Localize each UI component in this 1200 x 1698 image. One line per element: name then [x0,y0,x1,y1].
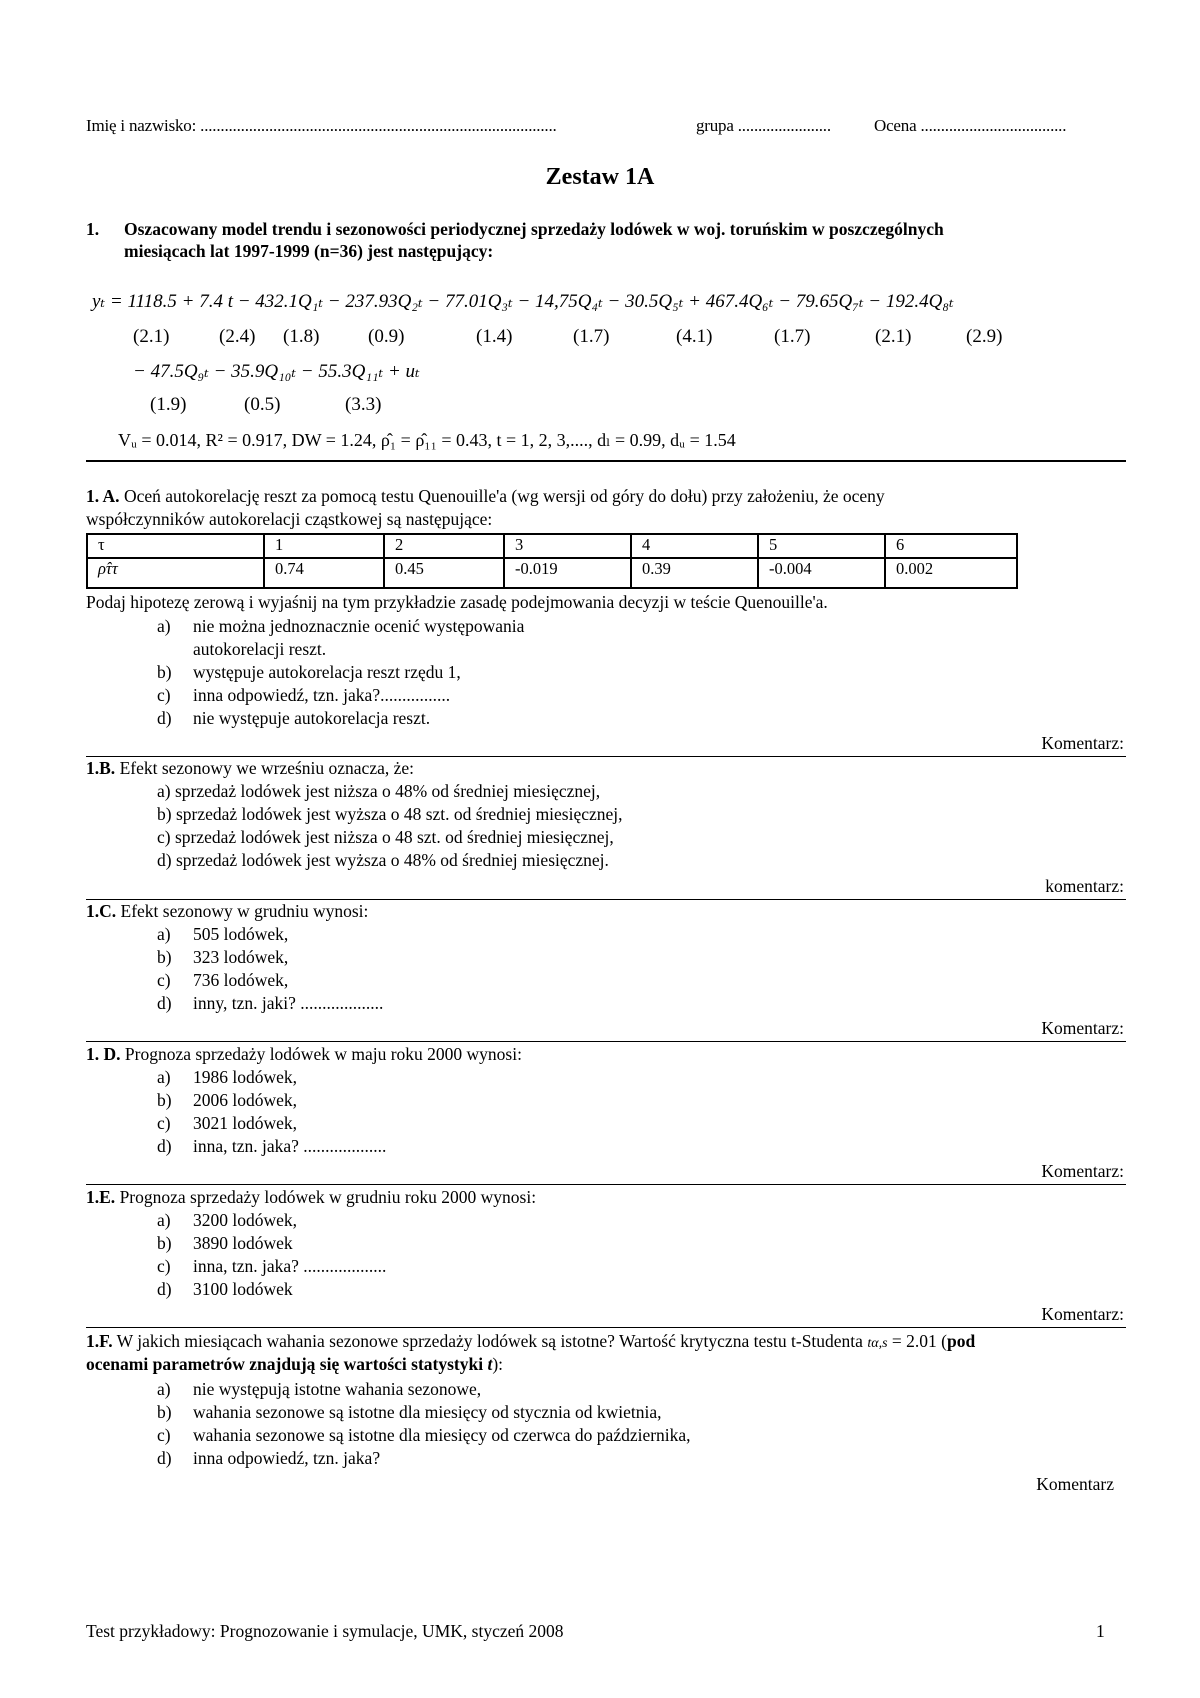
comment-label: Komentarz: [1041,1304,1124,1324]
question-label: 1.C. [86,901,117,921]
option-text: 505 lodówek, [193,924,289,944]
option-text: inna, tzn. jaka? ................... [193,1136,387,1156]
question-1f-line2 [86,1354,503,1375]
question-text-bold: ocenami parametrów znajdują się wartości statystyki [86,1354,488,1374]
section-divider [86,1327,1126,1328]
question-1d [86,1044,522,1065]
question-text: Prognoza sprzedaży lodówek w grudniu roku 2000 wynosi: [115,1187,537,1207]
option-text: występuje autokorelacja reszt rzędu 1, [193,662,461,682]
question-text: Efekt sezonowy w grudniu wynosi: [116,901,369,921]
question-text: Efekt sezonowy we wrześniu oznacza, że: [115,758,415,778]
comment-label: Komentarz: [1041,733,1124,753]
critical-value: = 2.01 ( [887,1331,947,1351]
question-text-bold: pod [946,1331,976,1351]
question-label: 1.B. [86,758,116,778]
table-cell: 0.002 [885,558,1017,588]
question-label: 1. A. [86,486,120,506]
option-letter: d) [157,1279,172,1299]
option-letter: b) [157,947,172,967]
comment-label: Komentarz: [1041,1018,1124,1038]
table-cell: -0.004 [758,558,885,588]
option-text: a) sprzedaż lodówek jest niższa o 48% od średniej miesięcznej, [157,781,601,801]
option-letter: a) [157,616,171,636]
option-text: wahania sezonowe są istotne dla miesięcy od czerwca do października, [193,1425,691,1445]
option-letter: b) [157,1090,172,1110]
name-field-label: Imię i nazwisko: ........................................................................................ [86,116,557,135]
page-title: Zestaw 1A [545,164,655,190]
option-text-continued: autokorelacji reszt. [193,639,327,659]
option-text: inny, tzn. jaki? ................... [193,993,384,1013]
standard-errors-line1 [0,326,1200,350]
question-1c [86,901,368,922]
option-letter: a) [157,1379,171,1399]
option-text: 736 lodówek, [193,970,289,990]
option-text: 2006 lodówek, [193,1090,298,1110]
autocorrelation-table [86,533,1018,589]
comment-label: Komentarz: [1041,1161,1124,1181]
model-statistics: Vᵤ = 0.014, R² = 0.917, DW = 1.24, ρ̂₁ = ρ̂₁₁ = 0.43, t = 1, 2, 3,...., dₗ = 0.99, dᵤ = 1.54 [118,430,736,450]
option-text: 3890 lodówek [193,1233,293,1253]
question-text-line1: Oszacowany model trendu i sezonowości periodycznej sprzedaży lodówek w woj. toruńskim w poszczególnych [124,219,944,239]
group-field-label: grupa ....................... [696,116,831,135]
se-value: (2.1) [875,326,912,347]
page-number: 1 [1096,1621,1105,1641]
option-text: inna odpowiedź, tzn. jaka?................ [193,685,451,705]
option-text: wahania sezonowe są istotne dla miesięcy od stycznia od kwietnia, [193,1402,662,1422]
se-value: (1.7) [774,326,811,347]
option-text: inna, tzn. jaka? ................... [193,1256,387,1276]
critical-value-symbol: tα,s [867,1336,888,1351]
option-letter: a) [157,924,171,944]
comment-label: komentarz: [1045,876,1124,896]
table-cell: -0.019 [504,558,631,588]
question-label: 1.E. [86,1187,116,1207]
question-label: 1.F. [86,1331,113,1351]
se-value: (1.7) [573,326,610,347]
option-text: 3021 lodówek, [193,1113,298,1133]
section-divider [86,756,1126,757]
comment-label: Komentarz [1036,1474,1114,1494]
option-text: nie można jednoznacznie ocenić występowania [193,616,525,636]
question-text: Prognoza sprzedaży lodówek w maju roku 2000 wynosi: [120,1044,522,1064]
se-value: (4.1) [676,326,713,347]
question-1a-instruction: Podaj hipotezę zerową i wyjaśnij na tym przykładzie zasadę podejmowania decyzji w teście Quenouille'a. [86,592,828,612]
model-equation-line1: yₜ = 1118.5 + 7.4 t − 432.1Q₁ₜ − 237.93Q₂ₜ − 77.01Q₃ₜ − 14,75Q₄ₜ − 30.5Q₅ₜ + 467.4Q₆ₜ − 79.65Q₇ₜ − 192.4Q₈ₜ [92,291,954,312]
option-text: nie występuje autokorelacja reszt. [193,708,431,728]
question-1f-line1 [86,1331,975,1352]
table-cell: 5 [758,534,885,558]
option-letter: b) [157,1402,172,1422]
section-divider [86,1184,1126,1185]
option-letter: d) [157,1448,172,1468]
option-letter: d) [157,1136,172,1156]
option-letter: c) [157,685,171,705]
question-1a-line2: współczynników autokorelacji cząstkowej są następujące: [86,509,493,529]
se-value: (1.9) [150,394,187,415]
option-letter: c) [157,1425,171,1445]
se-value: (2.4) [219,326,256,347]
section-divider [86,460,1126,462]
table-cell: 0.39 [631,558,758,588]
model-equation-line2: − 47.5Q₉ₜ − 35.9Q₁₀ₜ − 55.3Q₁₁ₜ + uₜ [133,361,420,382]
option-text: inna odpowiedź, tzn. jaka? [193,1448,381,1468]
standard-errors-line2 [0,394,1200,418]
option-letter: c) [157,1256,171,1276]
table-cell: 1 [264,534,384,558]
option-text: nie występują istotne wahania sezonowe, [193,1379,482,1399]
option-letter: a) [157,1067,171,1087]
question-text: Oceń autokorelację reszt za pomocą testu Quenouille'a (wg wersji od góry do dołu) przy założeniu, że oceny [119,486,885,506]
option-text: 323 lodówek, [193,947,289,967]
question-1a-line1 [86,486,885,507]
option-letter: c) [157,970,171,990]
option-text: 3100 lodówek [193,1279,293,1299]
option-letter: d) [157,993,172,1013]
option-letter: b) [157,1233,172,1253]
question-1b [86,758,414,779]
table-cell: 3 [504,534,631,558]
section-divider [86,899,1126,900]
se-value: (2.9) [966,326,1003,347]
option-text: 1986 lodówek, [193,1067,298,1087]
section-divider [86,1041,1126,1042]
option-letter: c) [157,1113,171,1133]
se-value: (0.5) [244,394,281,415]
table-cell: 6 [885,534,1017,558]
question-number: 1. [86,219,100,239]
question-text: ): [492,1354,504,1374]
option-text: 3200 lodówek, [193,1210,298,1230]
grade-field-label: Ocena .................................... [874,116,1067,135]
table-row [87,558,1017,588]
se-value: (0.9) [368,326,405,347]
option-letter: a) [157,1210,171,1230]
option-text: b) sprzedaż lodówek jest wyższa o 48 szt. od średniej miesięcznej, [157,804,623,824]
table-cell: 0.45 [384,558,504,588]
question-1e [86,1187,536,1208]
footer-text: Test przykładowy: Prognozowanie i symulacje, UMK, styczeń 2008 [86,1621,564,1641]
se-value: (2.1) [133,326,170,347]
question-text: W jakich miesiącach wahania sezonowe sprzedaży lodówek są istotne? Wartość krytyczna testu t-Studenta [112,1331,868,1351]
table-cell: ρ̂ττ [87,558,264,588]
table-cell: τ [87,534,264,558]
option-text: d) sprzedaż lodówek jest wyższa o 48% od średniej miesięcznej. [157,850,609,870]
question-text-line2: miesiącach lat 1997-1999 (n=36) jest następujący: [124,241,494,261]
question-label: 1. D. [86,1044,121,1064]
table-cell: 0.74 [264,558,384,588]
se-value: (1.4) [476,326,513,347]
table-cell: 4 [631,534,758,558]
statistic-symbol: t [487,1354,493,1374]
table-row [87,534,1017,558]
option-text: c) sprzedaż lodówek jest niższa o 48 szt. od średniej miesięcznej, [157,827,614,847]
option-letter: d) [157,708,172,728]
se-value: (1.8) [283,326,320,347]
table-cell: 2 [384,534,504,558]
se-value: (3.3) [345,394,382,415]
option-letter: b) [157,662,172,682]
